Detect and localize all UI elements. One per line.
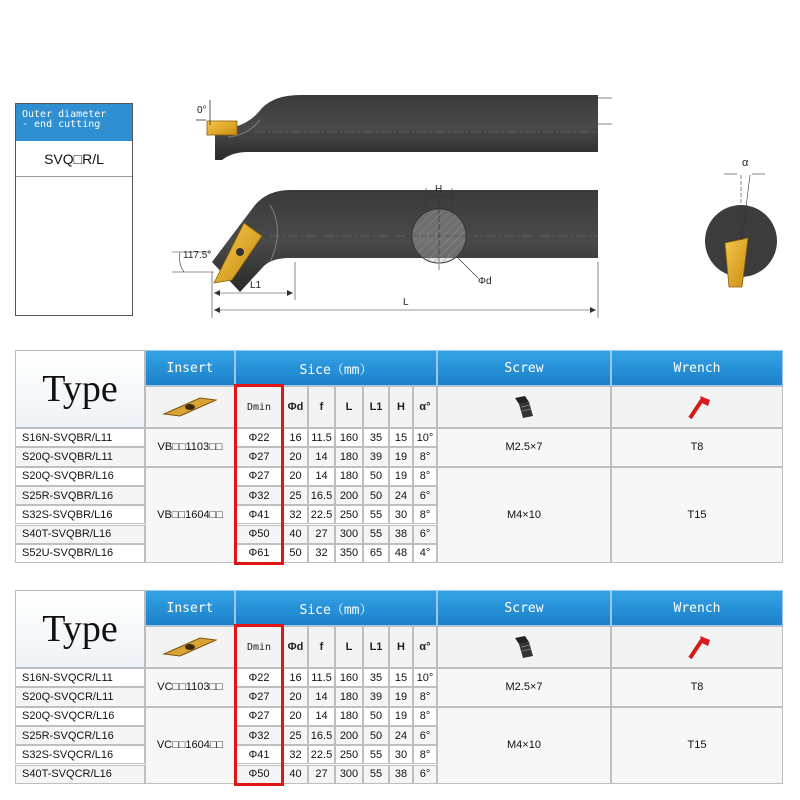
screw-group-cell: M4×10 — [437, 467, 611, 564]
value-cell-l1: 50 — [363, 486, 389, 505]
model-cell: S25R-SVQCR/L16 — [15, 726, 145, 745]
value-cell-dmin: Φ32 — [235, 726, 283, 745]
wrench-group-cell: T15 — [611, 467, 783, 564]
value-cell-l: 300 — [335, 525, 363, 544]
angle-zero-label: 0° — [197, 105, 207, 116]
value-cell-a: 10° — [413, 428, 437, 447]
value-cell-l1: 35 — [363, 668, 389, 687]
angle-117-label: 117.5° — [183, 250, 212, 261]
size-header: Sice（mm） — [235, 350, 437, 386]
value-cell-a: 10° — [413, 668, 437, 687]
technical-drawing — [0, 0, 800, 340]
value-cell-l: 300 — [335, 765, 363, 784]
value-cell-dmin: Φ41 — [235, 505, 283, 524]
value-cell-l: 180 — [335, 707, 363, 726]
wrench-group-cell: T15 — [611, 707, 783, 784]
value-cell-f: 32 — [308, 544, 335, 563]
value-cell-l1: 55 — [363, 525, 389, 544]
value-cell-a: 6° — [413, 765, 437, 784]
value-cell-dmin: Φ27 — [235, 687, 283, 706]
value-cell-dmin: Φ32 — [235, 486, 283, 505]
dmin-header: Dmin — [235, 386, 283, 428]
value-cell-h: 24 — [389, 726, 413, 745]
value-cell-f: 27 — [308, 525, 335, 544]
insert-icon — [145, 626, 235, 668]
alpha-label: α — [742, 157, 749, 169]
inset-code: SVQ□R/L — [16, 141, 132, 177]
l1-header: L1 — [363, 626, 389, 668]
side-view — [705, 174, 777, 287]
l-label: L — [403, 297, 409, 308]
value-cell-l: 250 — [335, 505, 363, 524]
value-cell-h: 19 — [389, 707, 413, 726]
value-cell-h: 30 — [389, 745, 413, 764]
value-cell-a: 6° — [413, 486, 437, 505]
screw-group-cell: M4×10 — [437, 707, 611, 784]
h-label: H — [435, 184, 443, 195]
value-cell-l1: 50 — [363, 726, 389, 745]
value-cell-l: 160 — [335, 428, 363, 447]
value-cell-l: 160 — [335, 668, 363, 687]
type-header: Type — [15, 350, 145, 428]
value-cell-h: 48 — [389, 544, 413, 563]
value-cell-l: 250 — [335, 745, 363, 764]
screw-header: Screw — [437, 590, 611, 626]
value-cell-d: 20 — [283, 447, 308, 466]
screw-icon — [437, 626, 611, 668]
model-cell: S25R-SVQBR/L16 — [15, 486, 145, 505]
model-cell: S32S-SVQCR/L16 — [15, 745, 145, 764]
insert-icon — [145, 386, 235, 428]
wrench-icon — [611, 626, 783, 668]
value-cell-d: 16 — [283, 428, 308, 447]
value-cell-f: 27 — [308, 765, 335, 784]
value-cell-d: 20 — [283, 687, 308, 706]
wrench-header: Wrench — [611, 350, 783, 386]
inset-title-line: - end cutting — [22, 119, 101, 130]
value-cell-dmin: Φ61 — [235, 544, 283, 563]
l1-header: L1 — [363, 386, 389, 428]
inset-title-line: Outer diameter — [22, 109, 107, 120]
value-cell-f: 16.5 — [308, 726, 335, 745]
value-cell-dmin: Φ41 — [235, 745, 283, 764]
f-header: f — [308, 626, 335, 668]
value-cell-a: 8° — [413, 707, 437, 726]
value-cell-h: 15 — [389, 668, 413, 687]
f-header: f — [308, 386, 335, 428]
inset-title — [16, 104, 132, 141]
value-cell-a: 6° — [413, 525, 437, 544]
top-view-bar — [196, 95, 612, 160]
value-cell-l: 180 — [335, 467, 363, 486]
value-cell-h: 38 — [389, 765, 413, 784]
value-cell-dmin: Φ22 — [235, 428, 283, 447]
model-cell: S20Q-SVQCR/L16 — [15, 707, 145, 726]
value-cell-h: 19 — [389, 447, 413, 466]
value-cell-dmin: Φ27 — [235, 467, 283, 486]
value-cell-d: 25 — [283, 486, 308, 505]
value-cell-dmin: Φ27 — [235, 707, 283, 726]
value-cell-f: 22.5 — [308, 505, 335, 524]
value-cell-a: 8° — [413, 687, 437, 706]
phid-header: Φd — [283, 626, 308, 668]
value-cell-f: 14 — [308, 687, 335, 706]
value-cell-h: 24 — [389, 486, 413, 505]
wrench-group-cell: T8 — [611, 668, 783, 707]
value-cell-h: 30 — [389, 505, 413, 524]
value-cell-l1: 55 — [363, 505, 389, 524]
value-cell-a: 4° — [413, 544, 437, 563]
value-cell-dmin: Φ27 — [235, 447, 283, 466]
value-cell-dmin: Φ22 — [235, 668, 283, 687]
value-cell-h: 15 — [389, 428, 413, 447]
h-header: H — [389, 386, 413, 428]
spec-table-svqc — [15, 590, 783, 792]
value-cell-a: 6° — [413, 726, 437, 745]
insert-group-cell: VC□□1604□□ — [145, 707, 235, 784]
spec-table-svqb — [15, 350, 783, 575]
value-cell-a: 8° — [413, 447, 437, 466]
phid-header: Φd — [283, 386, 308, 428]
value-cell-a: 8° — [413, 505, 437, 524]
front-view-bar — [172, 188, 598, 318]
value-cell-f: 14 — [308, 467, 335, 486]
value-cell-d: 32 — [283, 505, 308, 524]
model-cell: S16N-SVQBR/L11 — [15, 428, 145, 447]
screw-group-cell: M2.5×7 — [437, 428, 611, 467]
value-cell-l: 180 — [335, 687, 363, 706]
model-cell: S20Q-SVQBR/L16 — [15, 467, 145, 486]
model-cell: S16N-SVQCR/L11 — [15, 668, 145, 687]
model-cell: S32S-SVQBR/L16 — [15, 505, 145, 524]
value-cell-l: 200 — [335, 726, 363, 745]
value-cell-l1: 35 — [363, 428, 389, 447]
insert-header: Insert — [145, 590, 235, 626]
model-cell: S20Q-SVQCR/L11 — [15, 687, 145, 706]
value-cell-f: 16.5 — [308, 486, 335, 505]
size-header: Sice（mm） — [235, 590, 437, 626]
l-header: L — [335, 626, 363, 668]
screw-group-cell: M2.5×7 — [437, 668, 611, 707]
value-cell-h: 19 — [389, 467, 413, 486]
value-cell-l1: 55 — [363, 745, 389, 764]
alpha-header: α° — [413, 626, 437, 668]
wrench-group-cell: T8 — [611, 428, 783, 467]
wrench-icon — [611, 386, 783, 428]
insert-group-cell: VB□□1604□□ — [145, 467, 235, 564]
value-cell-d: 40 — [283, 765, 308, 784]
alpha-header: α° — [413, 386, 437, 428]
value-cell-f: 14 — [308, 447, 335, 466]
value-cell-l1: 50 — [363, 707, 389, 726]
value-cell-l1: 39 — [363, 447, 389, 466]
value-cell-l: 350 — [335, 544, 363, 563]
insert-group-cell: VC□□1103□□ — [145, 668, 235, 707]
type-header: Type — [15, 590, 145, 668]
model-cell: S52U-SVQBR/L16 — [15, 544, 145, 563]
model-cell: S40T-SVQCR/L16 — [15, 765, 145, 784]
value-cell-a: 8° — [413, 745, 437, 764]
value-cell-d: 32 — [283, 745, 308, 764]
value-cell-d: 25 — [283, 726, 308, 745]
insert-group-cell: VB□□1103□□ — [145, 428, 235, 467]
value-cell-d: 50 — [283, 544, 308, 563]
value-cell-d: 16 — [283, 668, 308, 687]
value-cell-d: 20 — [283, 467, 308, 486]
h-header: H — [389, 626, 413, 668]
value-cell-f: 14 — [308, 707, 335, 726]
dmin-header: Dmin — [235, 626, 283, 668]
value-cell-l1: 39 — [363, 687, 389, 706]
inset-panel — [15, 103, 133, 316]
value-cell-l1: 50 — [363, 467, 389, 486]
insert-header: Insert — [145, 350, 235, 386]
value-cell-l: 200 — [335, 486, 363, 505]
l1-label: L1 — [250, 280, 262, 291]
value-cell-h: 38 — [389, 525, 413, 544]
value-cell-dmin: Φ50 — [235, 765, 283, 784]
model-cell: S40T-SVQBR/L16 — [15, 525, 145, 544]
value-cell-l1: 55 — [363, 765, 389, 784]
value-cell-f: 11.5 — [308, 668, 335, 687]
wrench-header: Wrench — [611, 590, 783, 626]
screw-header: Screw — [437, 350, 611, 386]
value-cell-h: 19 — [389, 687, 413, 706]
screw-icon — [437, 386, 611, 428]
value-cell-f: 22.5 — [308, 745, 335, 764]
value-cell-d: 20 — [283, 707, 308, 726]
l-header: L — [335, 386, 363, 428]
model-cell: S20Q-SVQBR/L11 — [15, 447, 145, 466]
value-cell-a: 8° — [413, 467, 437, 486]
value-cell-l1: 65 — [363, 544, 389, 563]
phi-d-label: Φd — [478, 276, 492, 287]
value-cell-dmin: Φ50 — [235, 525, 283, 544]
value-cell-d: 40 — [283, 525, 308, 544]
value-cell-l: 180 — [335, 447, 363, 466]
value-cell-f: 11.5 — [308, 428, 335, 447]
